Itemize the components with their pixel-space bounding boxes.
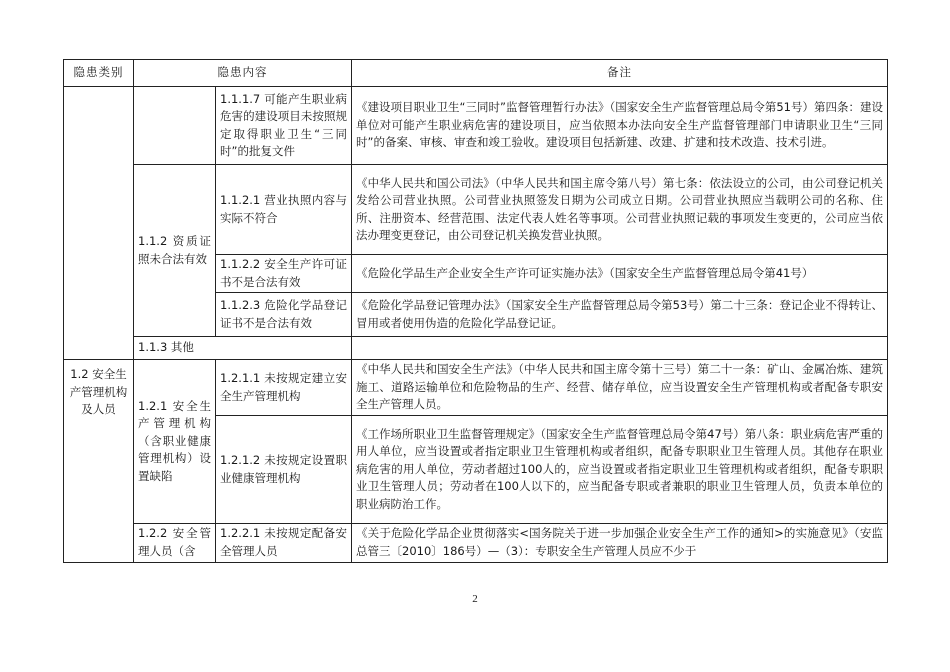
- page-number: 2: [472, 593, 478, 605]
- note-1117: 《建设项目职业卫生“三同时”监督管理暂行办法》（国家安全生产监督管理总局令第51号）第四条：建设单位对可能产生职业病危害的建设项目，应当依照本办法向安全生产监督管理部门申请职业卫生“三同时”的备案、审核、审查和竣工验收。建设项目包括新建、改建、扩建和技术改造、技术引进。: [352, 87, 888, 165]
- category-cell-empty: [64, 87, 134, 360]
- item-1121: 1.1.2.1 营业执照内容与实际不符合: [216, 165, 352, 255]
- item-1122: 1.1.2.2 安全生产许可证书不是合法有效: [216, 255, 352, 293]
- header-category: 隐患类别: [64, 60, 134, 87]
- subcategory-cell-empty: [134, 87, 216, 165]
- note-1221: 《关于危险化学品企业贯彻落实<国务院关于进一步加强企业安全生产工作的通知>的实施意见》（安监总管三〔2010〕186号）—（3）：专职安全生产管理人员应不少于: [356, 526, 883, 558]
- category-12: 1.2 安全生产管理机构及人员: [64, 360, 134, 563]
- subcategory-113: 1.1.3 其他: [134, 337, 352, 360]
- subcategory-112: 1.1.2 资质证照未合法有效: [134, 165, 216, 337]
- table-row: [64, 524, 888, 563]
- note-1211: 《中华人民共和国安全生产法》（中华人民共和国主席令第十三号）第二十一条：矿山、金属冶炼、建筑施工、道路运输单位和危险物品的生产、经营、储存单位，应当设置安全生产管理机构或者配备专职安全生产管理人员。: [352, 360, 888, 416]
- item-1123: 1.1.2.3 危险化学品登记证书不是合法有效: [216, 293, 352, 337]
- note-1212: 《工作场所职业卫生监督管理规定》（国家安全生产监督管理总局令第47号）第八条：职业病危害严重的用人单位，应当设置或者指定职业卫生管理机构或者组织，配备专职职业卫生管理人员。其他存在职业病危害的用人单位，劳动者超过100人的，应当设置或者指定职业卫生管理机构或者组织，配备专职职业卫生管理人员；劳动者在100人以下的，应当配备专职或者兼职的职业卫生管理人员，负责本单位的职业病防治工作。: [352, 416, 888, 524]
- subcategory-122: 1.2.2 安全管理人员（含: [138, 526, 211, 558]
- table-row: [64, 87, 888, 165]
- subcategory-121: 1.2.1 安全生产管理机构（含职业健康管理机构）设置缺陷: [134, 360, 216, 524]
- table-row: [64, 337, 888, 360]
- item-1211: 1.2.1.1 未按规定建立安全生产管理机构: [216, 360, 352, 416]
- table-row: [64, 165, 888, 255]
- item-1117: 1.1.1.7 可能产生职业病危害的建设项目未按照规定取得职业卫生“三同时”的批复文件: [216, 87, 352, 165]
- table-header-row: [64, 60, 888, 87]
- note-1123: 《危险化学品登记管理办法》（国家安全生产监督管理总局令第53号）第二十三条：登记企业不得转让、冒用或者使用伪造的危险化学品登记证。: [352, 293, 888, 337]
- item-1212: 1.2.1.2 未按规定设置职业健康管理机构: [216, 416, 352, 524]
- hazard-table: [63, 59, 888, 563]
- header-content: 隐患内容: [134, 60, 352, 87]
- note-113-empty: [352, 337, 888, 360]
- note-1121: 《中华人民共和国公司法》（中华人民共和国主席令第八号）第七条：依法设立的公司，由公司登记机关发给公司营业执照。公司营业执照签发日期为公司成立日期。公司营业执照应当载明公司的名称、住所、注册资本、经营范围、法定代表人姓名等事项。公司营业执照记载的事项发生变更的，公司应当依法办理变更登记，由公司登记机关换发营业执照。: [352, 165, 888, 255]
- table-row: [64, 360, 888, 416]
- note-1122: 《危险化学品生产企业安全生产许可证实施办法》（国家安全生产监督管理总局令第41号）: [352, 255, 888, 293]
- header-remark: 备注: [352, 60, 888, 87]
- item-1221: 1.2.2.1 未按规定配备安全管理人员: [220, 526, 347, 558]
